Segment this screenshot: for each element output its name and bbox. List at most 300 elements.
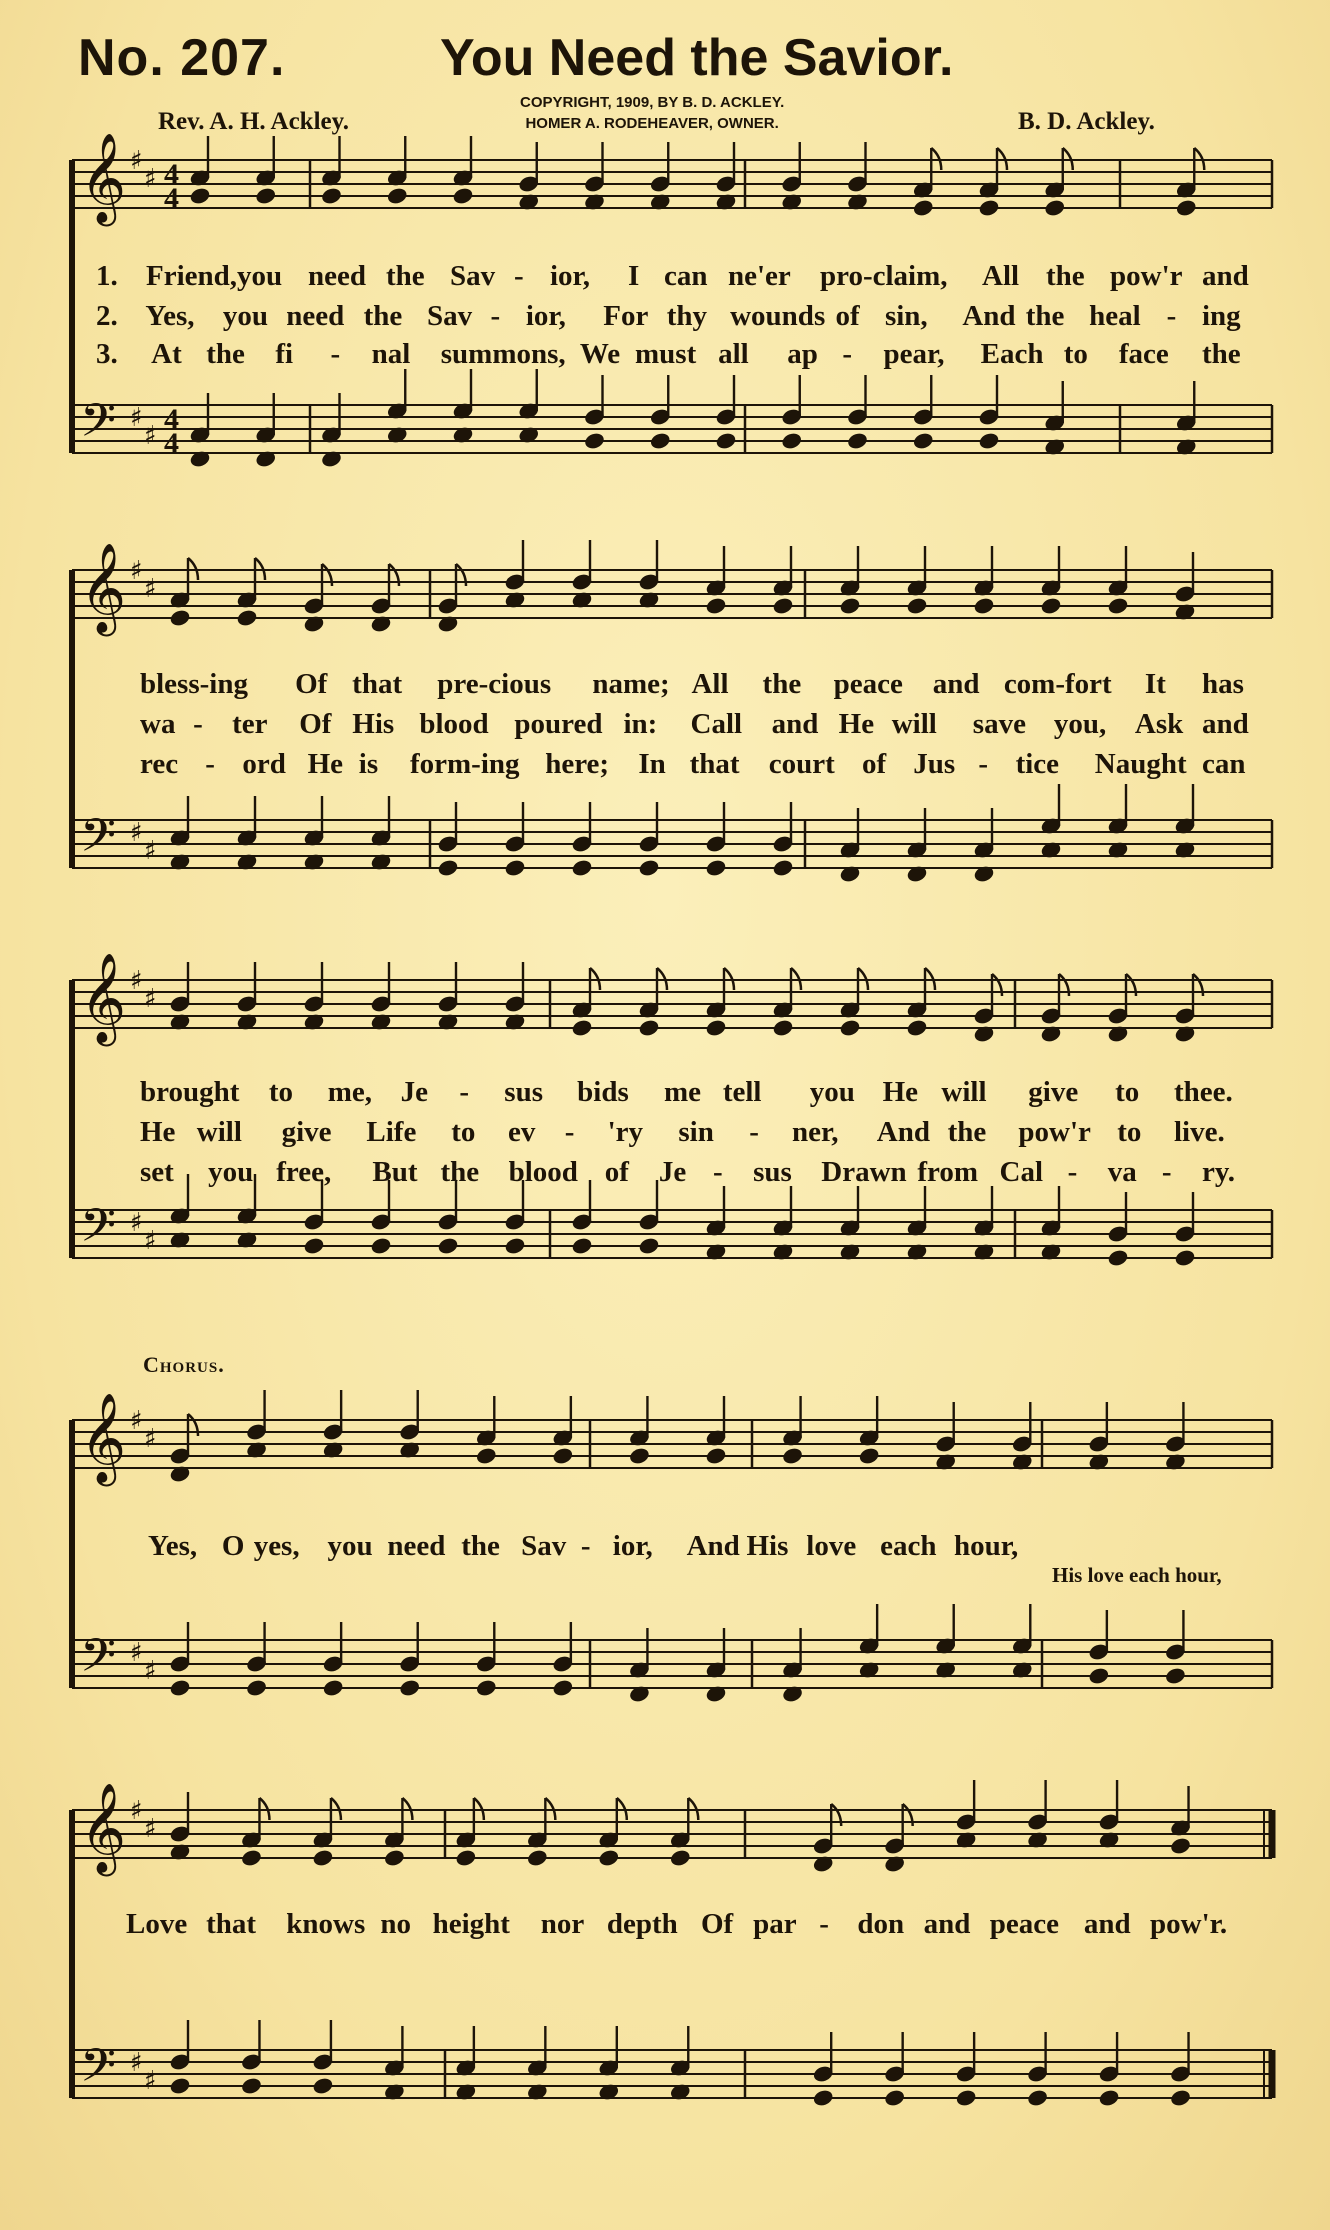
verse-1-lyric-line-1 [0, 260, 1330, 294]
lyric-syllable: Je [658, 1156, 687, 1188]
lyric-syllable: All [982, 260, 1020, 292]
lyric-syllable: Each [980, 338, 1044, 370]
treble-note-head [772, 1019, 793, 1037]
lyric-syllable: nor [540, 1908, 585, 1940]
bass-note-head [913, 432, 934, 450]
lyric-syllable: - [1161, 1156, 1172, 1188]
lyric-syllable: face [1118, 338, 1169, 370]
lyric-syllable: And [962, 300, 1016, 332]
treble-note-head [1044, 199, 1065, 217]
lyric-syllable: Sav [450, 260, 496, 292]
lyric-syllable: to [451, 1116, 476, 1148]
lyric-syllable: Drawn [821, 1156, 907, 1188]
bass-time-signature-top: 4 [164, 403, 179, 436]
lyric-syllable: peace [833, 668, 903, 700]
treble-note-head [906, 597, 927, 615]
lyric-syllable: will [891, 708, 937, 740]
lyric-syllable: give [281, 1116, 332, 1148]
lyric-syllable: sus [504, 1076, 543, 1108]
lyric-syllable: blood [419, 708, 489, 740]
lyric-syllable: the [1046, 260, 1085, 292]
lyric-syllable: the [206, 338, 245, 370]
bass-note-head [884, 2089, 905, 2107]
lyric-syllable: name; [592, 668, 670, 700]
lyric-syllable: will [196, 1116, 242, 1148]
treble-note-head [973, 597, 994, 615]
lyric-syllable: ner, [792, 1116, 839, 1148]
bass-note-head [1174, 1249, 1195, 1267]
treble-note-head [772, 597, 793, 615]
lyric-syllable: me [664, 1076, 702, 1108]
lyric-syllable: His [352, 708, 395, 740]
treble-note-head [1107, 597, 1128, 615]
sharp-sign-icon: ♯ [144, 1226, 157, 1256]
lyric-syllable: height [432, 1908, 510, 1940]
bass-clef-icon: 𝄢 [80, 394, 117, 459]
sharp-sign-icon: ♯ [144, 421, 157, 451]
lyric-syllable: ev [508, 1116, 536, 1148]
verse-1-lyric-line-3 [0, 1076, 1330, 1110]
treble-note-head [858, 1447, 879, 1465]
lyric-syllable: pro-claim, [820, 260, 948, 292]
sharp-sign-icon: ♯ [144, 984, 157, 1014]
bass-clef-icon: 𝄢 [80, 1199, 117, 1264]
lyric-syllable: All [691, 668, 729, 700]
lyric-syllable: rec [140, 748, 179, 780]
treble-note-head [978, 199, 999, 217]
lyric-syllable: brought [140, 1076, 240, 1108]
treble-note-head [839, 597, 860, 615]
lyric-syllable: wa [140, 708, 176, 740]
lyric-syllable: you [327, 1530, 373, 1562]
lyric-syllable: pow'r. [1150, 1908, 1228, 1940]
lyric-syllable: tice [1015, 748, 1060, 780]
treble-note-head [705, 1447, 726, 1465]
copyright-line-2: HOMER A. RODEHEAVER, OWNER. [525, 115, 779, 132]
lyric-syllable: - [580, 1530, 591, 1562]
bass-note-head [955, 2089, 976, 2107]
treble-note-head [476, 1447, 497, 1465]
bass-note-head [1027, 2089, 1048, 2107]
treble-note-head [241, 1849, 262, 1867]
lyric-syllable: ord [242, 748, 286, 780]
lyricist-credit: Rev. A. H. Ackley. [158, 108, 349, 135]
lyric-syllable: all [718, 338, 749, 370]
sharp-sign-icon: ♯ [130, 818, 143, 848]
lyric-syllable: that [352, 668, 403, 700]
lyric-syllable: has [1202, 668, 1244, 700]
lyric-syllable: the [363, 300, 403, 332]
sharp-sign-icon: ♯ [144, 1656, 157, 1686]
lyric-syllable: bless-ing [140, 668, 248, 700]
lyric-syllable: For [603, 300, 649, 332]
lyric-syllable: Jus [913, 748, 956, 780]
lyric-syllable: to [1117, 1116, 1142, 1148]
lyric-syllable: 3. [96, 338, 118, 370]
lyric-syllable: ter [232, 708, 268, 740]
lyric-syllable: Love [126, 1908, 188, 1940]
bass-note-head [847, 432, 868, 450]
lyric-syllable: you [222, 300, 268, 332]
lyric-syllable: can [1202, 748, 1246, 780]
lyric-syllable: the [1025, 300, 1065, 332]
lyric-syllable: - [713, 1156, 723, 1188]
bass-note-head [638, 859, 659, 877]
treble-clef-icon: 𝄞 [80, 1783, 127, 1873]
lyric-syllable: need [286, 300, 345, 332]
chorus-lyric-line-1 [0, 1530, 1330, 1564]
sharp-sign-icon: ♯ [144, 574, 157, 604]
sharp-sign-icon: ♯ [144, 2066, 157, 2096]
bass-note-head [813, 2089, 834, 2107]
sharp-sign-icon: ♯ [144, 1424, 157, 1454]
lyric-syllable: thy [666, 300, 707, 332]
lyric-syllable: need [308, 260, 366, 292]
lyric-syllable: and [923, 1908, 971, 1940]
sharp-sign-icon: ♯ [144, 1814, 157, 1844]
treble-note-head [571, 1019, 592, 1037]
lyric-syllable: you [809, 1076, 855, 1108]
bass-note-head [1088, 1667, 1109, 1685]
verse-3-lyric-line-2 [0, 748, 1330, 782]
lyric-syllable: thee. [1174, 1076, 1233, 1108]
treble-clef-icon: 𝄞 [80, 1393, 127, 1483]
lyric-syllable: Ask [1134, 708, 1184, 740]
bass-note-head [1165, 1667, 1186, 1685]
lyric-syllable: to [268, 1076, 294, 1108]
lyric-syllable: to [1115, 1076, 1140, 1108]
lyric-syllable: - [978, 748, 989, 780]
lyric-syllable: - [564, 1116, 575, 1148]
copyright-line-1: COPYRIGHT, 1909, BY B. D. ACKLEY. [520, 94, 785, 111]
bass-clef-icon: 𝄢 [80, 2039, 117, 2104]
bass-note-head [705, 859, 726, 877]
bass-note-head [552, 1679, 573, 1697]
lyric-syllable: fi [275, 338, 294, 370]
lyric-syllable: the [461, 1530, 500, 1562]
treble-note-head [670, 1849, 691, 1867]
treble-note-head [598, 1849, 619, 1867]
sharp-sign-icon: ♯ [130, 146, 143, 176]
lyric-syllable: yes, [253, 1530, 300, 1562]
lyric-syllable: and [932, 668, 980, 700]
lyric-syllable: 2. [96, 300, 118, 332]
lyric-syllable: that [206, 1908, 257, 1940]
lyric-syllable: depth [606, 1908, 678, 1940]
lyric-syllable: poured [514, 708, 603, 740]
verse-2-lyric-line-3 [0, 1116, 1330, 1150]
lyric-syllable: and [1202, 260, 1249, 292]
lyric-syllable: In [638, 748, 666, 780]
treble-note-head [255, 187, 276, 205]
lyric-syllable: He [307, 748, 344, 780]
lyric-syllable: Yes, [145, 300, 195, 332]
bass-time-signature-bottom: 4 [164, 427, 179, 460]
lyric-syllable: the [440, 1156, 480, 1188]
bass-note-head [437, 1237, 458, 1255]
bass-clef-icon: 𝄢 [80, 1629, 117, 1694]
lyric-syllable: - [330, 338, 341, 370]
lyric-syllable: We [579, 338, 621, 370]
lyric-syllable: nal [371, 338, 411, 370]
treble-note-head [705, 597, 726, 615]
treble-note-head [839, 1019, 860, 1037]
lyric-syllable: Of [701, 1908, 734, 1940]
sharp-sign-icon: ♯ [130, 966, 143, 996]
treble-note-head [384, 1849, 405, 1867]
lyric-syllable: It [1144, 668, 1166, 700]
lyric-syllable: ior, [525, 300, 566, 332]
lyric-syllable: tell [722, 1076, 762, 1108]
bass-note-head [241, 2077, 262, 2095]
lyric-syllable: - [1067, 1156, 1078, 1188]
bass-note-head [638, 1237, 659, 1255]
sharp-sign-icon: ♯ [144, 836, 157, 866]
sharp-sign-icon: ♯ [130, 556, 143, 586]
treble-note-head [552, 1447, 573, 1465]
lyric-syllable: Sav [427, 300, 473, 332]
lyric-syllable: 1. [96, 260, 118, 292]
lyric-syllable: each [880, 1530, 937, 1562]
lyric-syllable: ing [1202, 300, 1241, 332]
lyric-syllable: Je [400, 1076, 428, 1108]
treble-clef-icon: 𝄞 [80, 543, 127, 633]
bass-note-head [370, 1237, 391, 1255]
lyric-syllable: wounds [730, 300, 826, 332]
lyric-syllable: free, [276, 1156, 332, 1188]
treble-time-signature-top: 4 [164, 158, 179, 191]
lyric-syllable: sin, [884, 300, 928, 332]
sharp-sign-icon: ♯ [130, 1406, 143, 1436]
treble-note-head [189, 187, 210, 205]
lyric-syllable: heal [1089, 300, 1141, 332]
lyric-syllable: hour, [954, 1530, 1019, 1562]
lyric-syllable: pow'r [1018, 1116, 1091, 1148]
lyric-syllable: ap [787, 338, 818, 370]
lyric-syllable: must [635, 338, 697, 370]
lyric-syllable: knows [286, 1908, 366, 1940]
lyric-syllable: He [882, 1076, 918, 1108]
bass-note-head [584, 432, 605, 450]
lyric-syllable: And [876, 1116, 930, 1148]
lyric-syllable: - [490, 300, 501, 332]
treble-note-head [452, 187, 473, 205]
verse-1-lyric-line-2 [0, 668, 1330, 702]
lyric-syllable: - [819, 1908, 829, 1940]
bass-note-head [169, 1679, 190, 1697]
lyric-syllable: no [380, 1908, 412, 1940]
treble-note-head [169, 609, 190, 627]
composer-credit: B. D. Ackley. [1018, 108, 1155, 135]
lyric-syllable: ior, [612, 1530, 653, 1562]
sharp-sign-icon: ♯ [130, 403, 143, 433]
lyric-syllable: Sav [521, 1530, 567, 1562]
lyric-syllable: 'ry [607, 1116, 644, 1148]
lyric-syllable: Naught [1094, 748, 1187, 780]
chorus-echo-text: His love each hour, [1052, 1563, 1222, 1587]
lyric-syllable: of [862, 748, 887, 780]
lyric-syllable: can [664, 260, 708, 292]
lyric-syllable: ry. [1202, 1156, 1236, 1188]
lyric-syllable: pear, [883, 338, 945, 370]
lyric-syllable: O [221, 1530, 245, 1562]
sharp-sign-icon: ♯ [130, 1796, 143, 1826]
lyric-syllable: need [387, 1530, 446, 1562]
lyric-syllable: here; [545, 748, 610, 780]
lyric-syllable: par [753, 1908, 797, 1940]
bass-note-head [571, 1237, 592, 1255]
sharp-sign-icon: ♯ [130, 2048, 143, 2078]
lyric-syllable: His [746, 1530, 789, 1562]
lyric-syllable: sus [753, 1156, 792, 1188]
lyric-syllable: - [749, 1116, 759, 1148]
lyric-syllable: summons, [440, 338, 566, 370]
treble-note-head [913, 199, 934, 217]
lyric-syllable: Of [295, 668, 328, 700]
lyric-syllable: blood [508, 1156, 578, 1188]
lyric-syllable: - [514, 260, 524, 292]
bass-note-head [781, 432, 802, 450]
lyric-syllable: of [604, 1156, 629, 1188]
lyric-syllable: give [1028, 1076, 1079, 1108]
treble-note-head [455, 1849, 476, 1867]
lyric-syllable: you, [1053, 708, 1107, 740]
lyric-syllable: He [838, 708, 875, 740]
lyric-syllable: and [771, 708, 819, 740]
treble-note-head [387, 187, 408, 205]
lyric-syllable: from [917, 1156, 979, 1188]
lyric-syllable: pre-cious [437, 668, 552, 700]
lyric-syllable: - [1166, 300, 1177, 332]
hymn-number: No. 207. [78, 29, 286, 87]
hymn-title: You Need the Savior. [440, 29, 954, 87]
lyric-syllable: the [386, 260, 425, 292]
treble-note-head [1040, 597, 1061, 615]
lyric-syllable: save [972, 708, 1026, 740]
lyric-syllable: ne'er [728, 260, 791, 292]
lyric-syllable: will [941, 1076, 987, 1108]
bass-note-head [476, 1679, 497, 1697]
lyric-syllable: - [842, 338, 853, 370]
bass-note-head [312, 2077, 333, 2095]
lyric-syllable: don [857, 1908, 905, 1940]
treble-note-head [629, 1447, 650, 1465]
bass-note-head [1170, 2089, 1191, 2107]
treble-time-signature-bottom: 4 [164, 182, 179, 215]
lyric-syllable: But [372, 1156, 418, 1188]
lyric-syllable: - [205, 748, 215, 780]
lyric-syllable: court [768, 748, 835, 780]
treble-note-head [236, 609, 257, 627]
lyric-syllable: Cal [999, 1156, 1043, 1188]
lyric-syllable: He [140, 1116, 176, 1148]
bass-note-head [504, 1237, 525, 1255]
bass-note-head [169, 2077, 190, 2095]
treble-clef-icon: 𝄞 [80, 953, 127, 1043]
lyric-syllable: Life [366, 1116, 417, 1148]
lyric-syllable: me, [327, 1076, 372, 1108]
verse-2-lyric-line-1 [0, 300, 1330, 334]
lyric-syllable: in: [623, 708, 658, 740]
treble-note-head [782, 1447, 803, 1465]
lyric-syllable: I [628, 260, 640, 292]
lyric-syllable: And [686, 1530, 740, 1562]
chorus-label: Chorus. [143, 1352, 225, 1377]
lyric-syllable: of [835, 300, 860, 332]
chorus-lyric-line-2 [0, 1908, 1330, 1942]
lyric-syllable: va [1107, 1156, 1137, 1188]
bass-note-head [246, 1679, 267, 1697]
lyric-syllable: Friend,you [146, 260, 283, 292]
bass-note-head [437, 859, 458, 877]
lyric-syllable: is [358, 748, 379, 780]
treble-note-head [705, 1019, 726, 1037]
lyric-syllable: to [1063, 338, 1088, 370]
bass-note-head [978, 432, 999, 450]
lyric-syllable: the [762, 668, 802, 700]
lyric-syllable: and [1083, 1908, 1131, 1940]
bass-note-head [571, 859, 592, 877]
lyric-syllable: form-ing [410, 748, 520, 780]
lyric-syllable: and [1202, 708, 1249, 740]
lyric-syllable: - [193, 708, 203, 740]
bass-note-head [1098, 2089, 1119, 2107]
bass-note-head [650, 432, 671, 450]
bass-note-head [322, 1679, 343, 1697]
lyric-syllable: live. [1174, 1116, 1225, 1148]
sharp-sign-icon: ♯ [130, 1208, 143, 1238]
lyric-syllable: set [140, 1156, 174, 1188]
lyric-syllable: Call [690, 708, 743, 740]
lyric-syllable: ior, [550, 260, 591, 292]
lyric-syllable: love [806, 1530, 857, 1562]
bass-note-head [1107, 1249, 1128, 1267]
lyric-syllable: pow'r [1110, 260, 1183, 292]
treble-clef-icon: 𝄞 [80, 133, 127, 223]
lyric-syllable: com-fort [1003, 668, 1112, 700]
treble-note-head [321, 187, 342, 205]
bass-clef-icon: 𝄢 [80, 809, 117, 874]
bass-note-head [399, 1679, 420, 1697]
lyric-syllable: Yes, [148, 1530, 198, 1562]
treble-note-head [1176, 199, 1197, 217]
treble-note-head [312, 1849, 333, 1867]
verse-3-lyric-line-1 [0, 338, 1330, 372]
bass-note-head [303, 1237, 324, 1255]
lyric-syllable: the [947, 1116, 987, 1148]
sharp-sign-icon: ♯ [144, 164, 157, 194]
treble-note-head [906, 1019, 927, 1037]
sharp-sign-icon: ♯ [130, 1638, 143, 1668]
verse-2-lyric-line-2 [0, 708, 1330, 742]
bass-note-head [715, 432, 736, 450]
lyric-syllable: peace [989, 1908, 1059, 1940]
lyric-syllable: sin [678, 1116, 714, 1148]
lyric-syllable: that [689, 748, 740, 780]
treble-note-head [527, 1849, 548, 1867]
lyric-syllable: At [151, 338, 182, 370]
treble-note-head [1170, 1837, 1191, 1855]
lyric-syllable: you [208, 1156, 254, 1188]
lyric-syllable: bids [577, 1076, 629, 1108]
bass-note-head [504, 859, 525, 877]
treble-note-head [638, 1019, 659, 1037]
lyric-syllable: - [459, 1076, 470, 1108]
verse-3-lyric-line-3 [0, 1156, 1330, 1190]
lyric-syllable: the [1202, 338, 1241, 370]
bass-note-head [772, 859, 793, 877]
lyric-syllable: Of [299, 708, 332, 740]
